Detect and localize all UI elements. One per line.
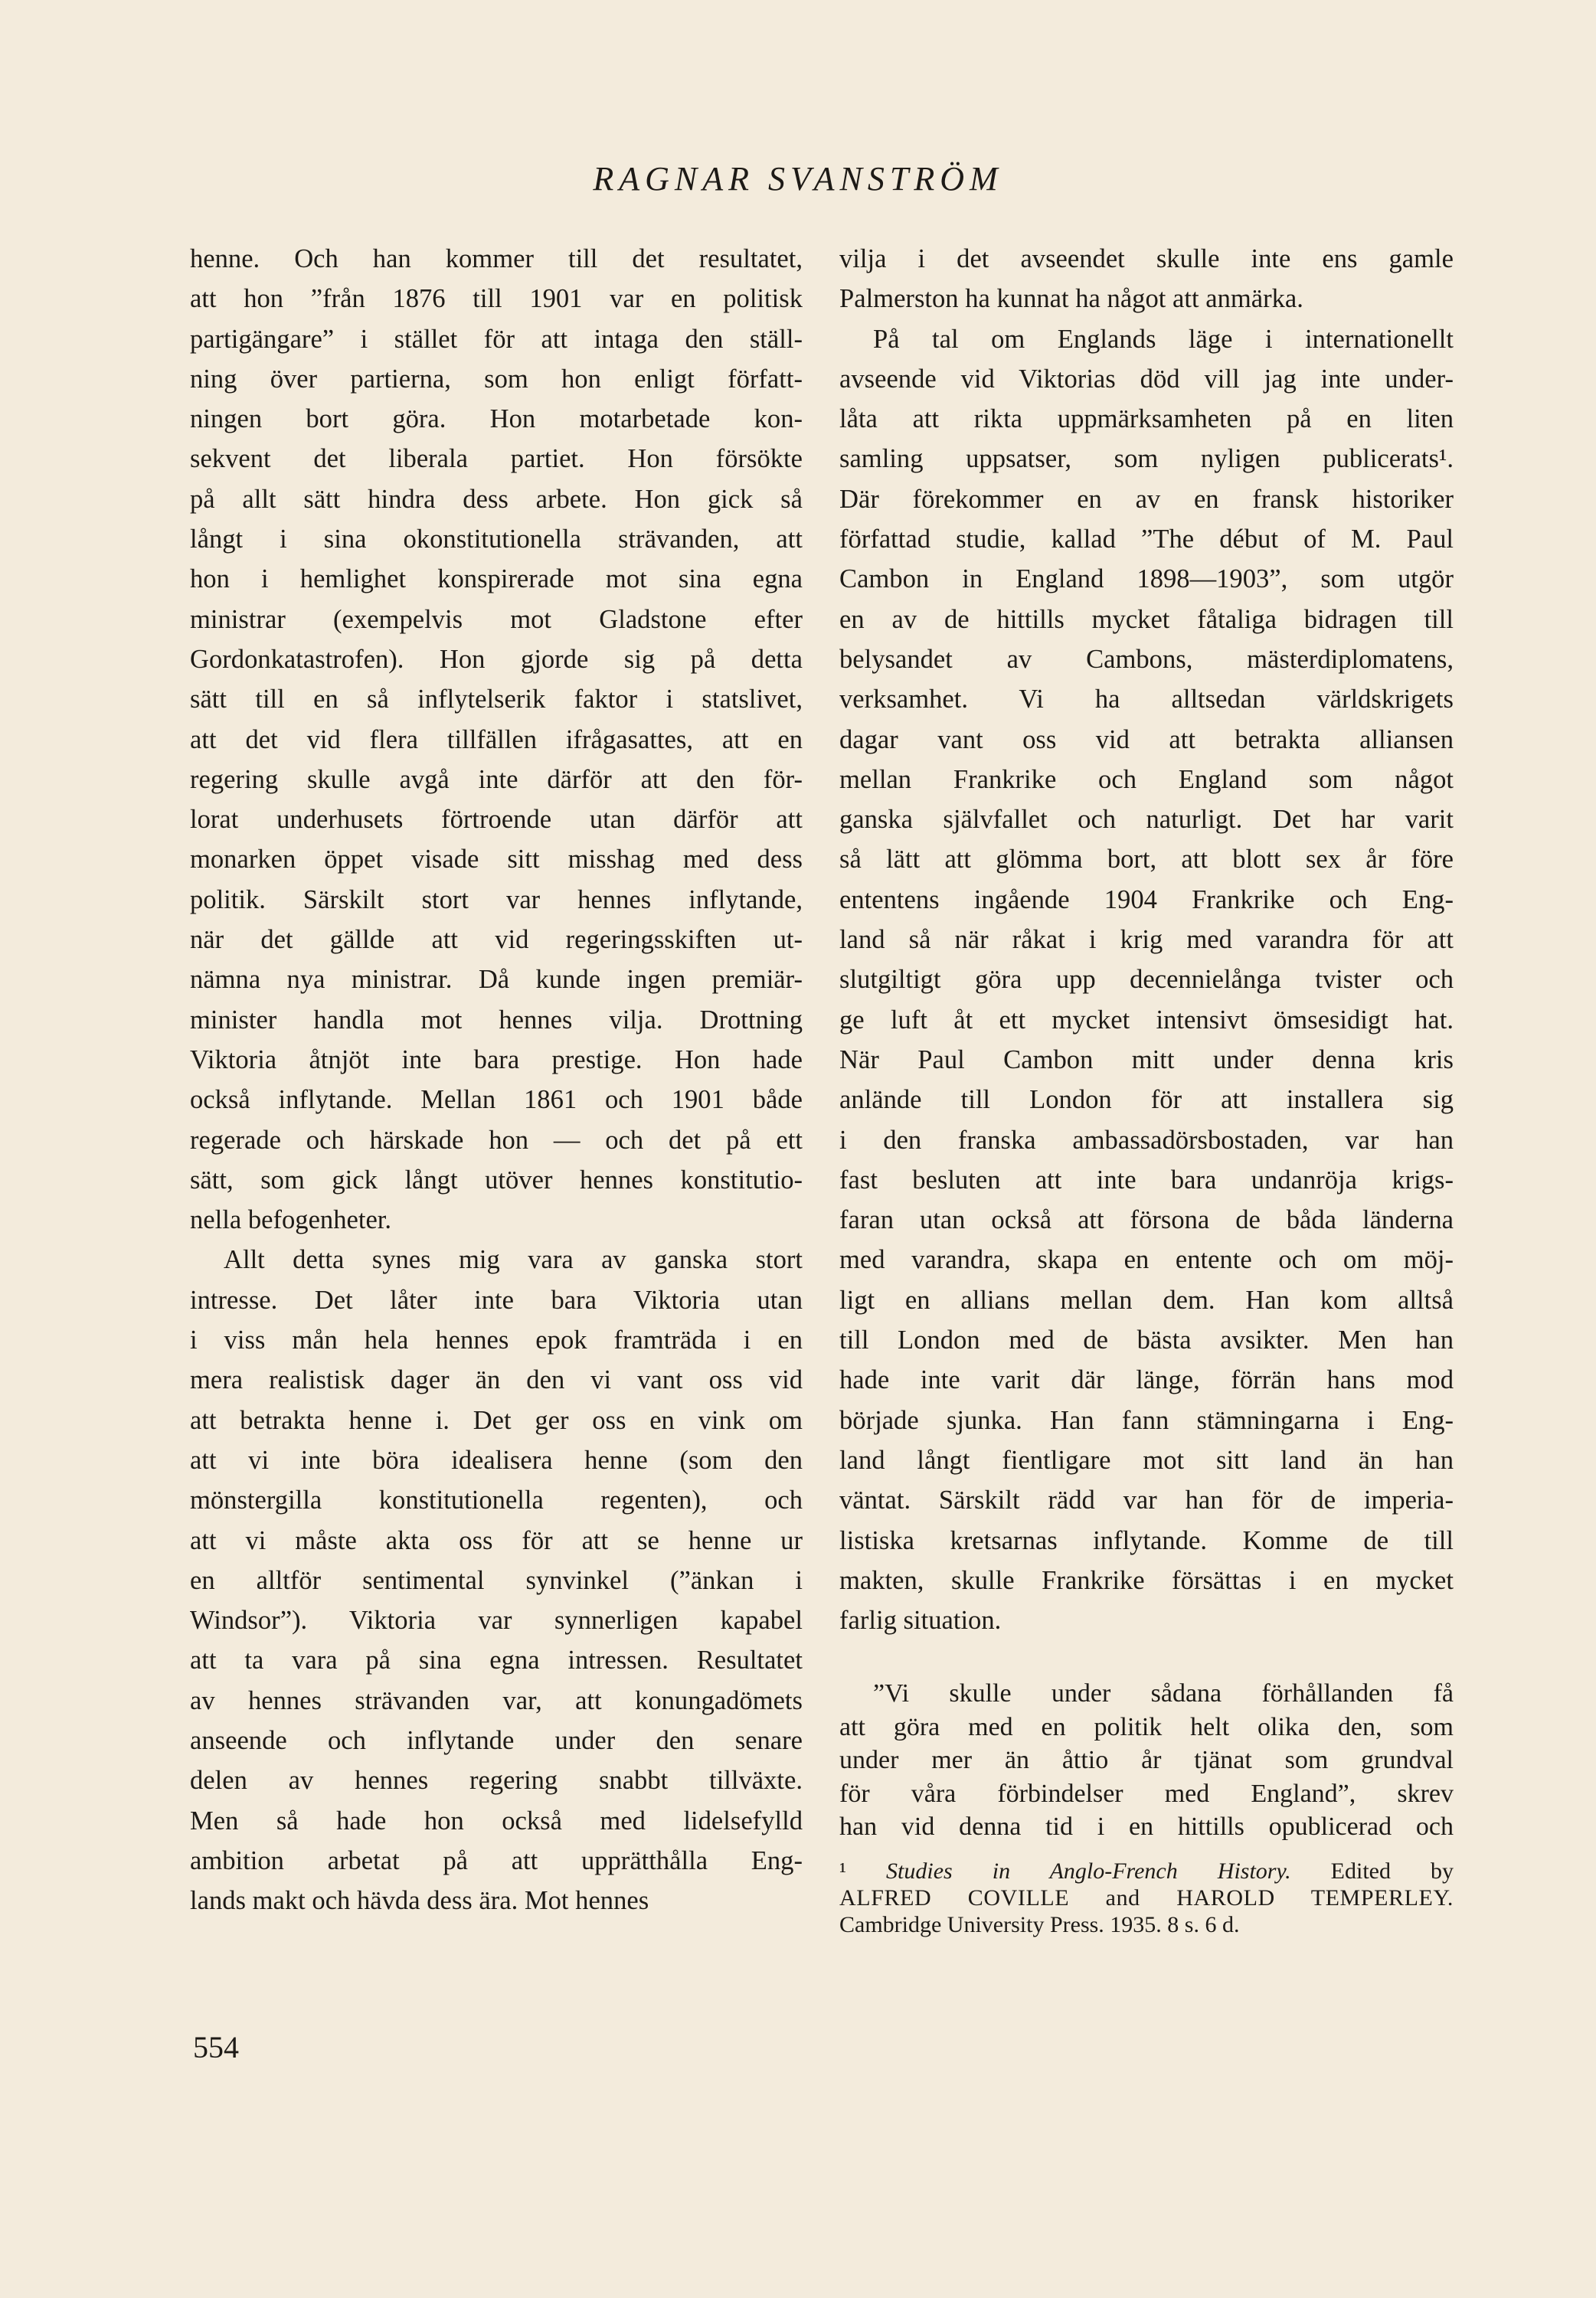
text-line: farlig situation. [839,1606,1002,1636]
text-line: hade inte varit där länge, förrän hans mod [839,1365,1454,1395]
text-line: partigängare” i stället för att intaga den ställ- [190,324,803,354]
footnote-editors: ALFRED COVILLE and HAROLD TEMPERLEY. [839,1884,1454,1911]
text-line: författad studie, kallad ”The début of M. Paul [839,525,1454,554]
text-line: i den franska ambassadörsbostaden, var han [839,1125,1454,1155]
text-line: intresse. Det låter inte bara Viktoria utan [190,1285,803,1315]
text-line: så lätt att glömma bort, att blott sex år före [839,845,1454,874]
footnote [839,1858,1454,1938]
quotation-block [839,1677,1454,1844]
paragraph [190,239,803,1240]
text-line: politik. Särskilt stort var hennes inflytande, [190,884,803,914]
text-line: samling uppsatser, som nyligen publicerats¹. [839,444,1454,474]
text-line: På tal om Englands läge i internationellt [873,324,1454,354]
text-line: vilja i det avseendet skulle inte ens gamle [839,244,1454,273]
text-line: avseende vid Viktorias död vill jag inte under- [839,364,1454,394]
paragraph [190,1240,803,1920]
text-line: ambition arbetat på att upprätthålla Eng- [190,1845,803,1875]
quote-line: ”Vi skulle under sådana förhållanden få [873,1679,1454,1708]
paragraph [839,239,1454,319]
text-line: en av de hittills mycket fåtaliga bidragen till [839,604,1454,634]
quote-line: för våra förbindelser med England”, skrev [839,1779,1454,1808]
footnote-title: Studies in Anglo-French History. [886,1858,1291,1884]
text-line: nella befogenheter. [190,1205,392,1235]
quote-line: under mer än åttio år tjänat som grundval [839,1746,1454,1775]
footnote-edited-by: Edited by [1330,1858,1454,1884]
text-line: lorat underhusets förtroende utan därför att [190,805,803,835]
quote-line: han vid denna tid i en hittills opublicerad och [839,1813,1454,1842]
text-line: belysandet av Cambons, mästerdiplomatens, [839,644,1454,674]
text-line: ningen bort göra. Hon motarbetade kon- [190,404,803,434]
text-line: väntat. Särskilt rädd var han för de imperia- [839,1486,1454,1515]
text-line: faran utan också att försona de båda länderna [839,1205,1454,1235]
text-line: i viss mån hela hennes epok framträda i en [190,1326,803,1355]
text-line: en alltför sentimental synvinkel (”änkan i [190,1565,803,1595]
text-line: av hennes strävanden var, att konungadömets [190,1685,803,1715]
text-line: Där förekommer en av en fransk historiker [839,484,1454,514]
text-line: ganska självfallet och naturligt. Det har varit [839,805,1454,835]
text-line: ning över partierna, som hon enligt författ- [190,364,803,394]
text-line: Cambon in England 1898—1903”, som utgör [839,564,1454,594]
text-line: monarken öppet visade sitt misshag med dess [190,845,803,874]
text-line: mera realistisk dager än den vi vant oss vid [190,1365,803,1395]
text-line: land långt fientligare mot sitt land än han [839,1445,1454,1475]
text-line: att hon ”från 1876 till 1901 var en politisk [190,284,803,314]
text-line: listiska kretsarnas inflytande. Komme de till [839,1525,1454,1555]
footnote-publisher: Cambridge University Press. 1935. 8 s. 6 d. [839,1911,1240,1937]
text-line: när det gällde att vid regeringsskiften ut- [190,925,803,955]
text-line: mellan Frankrike och England som något [839,764,1454,794]
text-line: att betrakta henne i. Det ger oss en vink om [190,1405,803,1435]
text-line: nämna nya ministrar. Då kunde ingen premiär- [190,965,803,995]
text-line: När Paul Cambon mitt under denna kris [839,1044,1454,1074]
text-line: delen av hennes regering snabbt tillväxte. [190,1766,803,1796]
text-line: att vi måste akta oss för att se henne ur [190,1525,803,1555]
text-line: långt i sina okonstitutionella strävanden, att [190,525,803,554]
quote-line: att göra med en politik helt olika den, som [839,1712,1454,1741]
text-line: att ta vara på sina egna intressen. Resultatet [190,1646,803,1675]
text-line: Gordonkatastrofen). Hon gjorde sig på detta [190,644,803,674]
text-line: Palmerston ha kunnat ha något att anmärka. [839,284,1303,314]
text-line: ministrar (exempelvis mot Gladstone efter [190,604,803,634]
text-line: ligt en allians mellan dem. Han kom alltså [839,1285,1454,1315]
text-line: Men så hade hon också med lidelsefylld [190,1806,803,1835]
text-line: slutgiltigt göra upp decennielånga tvister och [839,965,1454,995]
text-line: fast besluten att inte bara undanröja krigs- [839,1165,1454,1195]
text-line: på allt sätt hindra dess arbete. Hon gick så [190,484,803,514]
text-line: regerade och härskade hon — och det på ett [190,1125,803,1155]
text-line: Windsor”). Viktoria var synnerligen kapabel [190,1606,803,1636]
text-line: också inflytande. Mellan 1861 och 1901 både [190,1085,803,1115]
text-line: land så när råkat i krig med varandra för att [839,925,1454,955]
footnote-line-1 [839,1858,1454,1884]
text-line: Allt detta synes mig vara av ganska stort [224,1245,803,1275]
text-line: sekvent det liberala partiet. Hon försökte [190,444,803,474]
text-line: regering skulle avgå inte därför att den för- [190,764,803,794]
footnote-marker: ¹ [839,1858,846,1884]
text-line: makten, skulle Frankrike försättas i en mycket [839,1565,1454,1595]
text-line: anlände till London för att installera sig [839,1085,1454,1115]
text-line: sätt till en så inflytelserik faktor i statslivet, [190,685,803,714]
text-line: lands makt och hävda dess ära. Mot hennes [190,1886,649,1916]
text-line: hon i hemlighet konspirerade mot sina egna [190,564,803,594]
text-line: Viktoria åtnjöt inte bara prestige. Hon hade [190,1044,803,1074]
text-line: henne. Och han kommer till det resultatet, [190,244,803,273]
text-line: att det vid flera tillfällen ifrågasattes, att en [190,724,803,754]
text-line: ge luft åt ett mycket intensivt ömsesidigt hat. [839,1005,1454,1035]
right-text-column [839,239,1454,1938]
text-line: verksamhet. Vi ha alltsedan världskrigets [839,685,1454,714]
page-number: 554 [193,2030,239,2064]
text-line: att vi inte böra idealisera henne (som den [190,1445,803,1475]
running-header: RAGNAR SVANSTRÖM [593,160,1003,198]
text-line: mönstergilla konstitutionella regenten), och [190,1486,803,1515]
left-text-column [190,239,803,1920]
right-body-text [839,239,1454,1640]
paragraph [839,319,1454,1641]
text-line: anseende och inflytande under den senare [190,1725,803,1755]
text-line: med varandra, skapa en entente och om möj- [839,1245,1454,1275]
text-line: låta att rikta uppmärksamheten på en liten [839,404,1454,434]
text-line: dagar vant oss vid att betrakta alliansen [839,724,1454,754]
text-line: minister handla mot hennes vilja. Drottning [190,1005,803,1035]
text-line: till London med de bästa avsikter. Men han [839,1326,1454,1355]
text-line: ententens ingående 1904 Frankrike och Eng- [839,884,1454,914]
text-line: sätt, som gick långt utöver hennes konstitutio- [190,1165,803,1195]
text-line: började sjunka. Han fann stämningarna i Eng- [839,1405,1454,1435]
